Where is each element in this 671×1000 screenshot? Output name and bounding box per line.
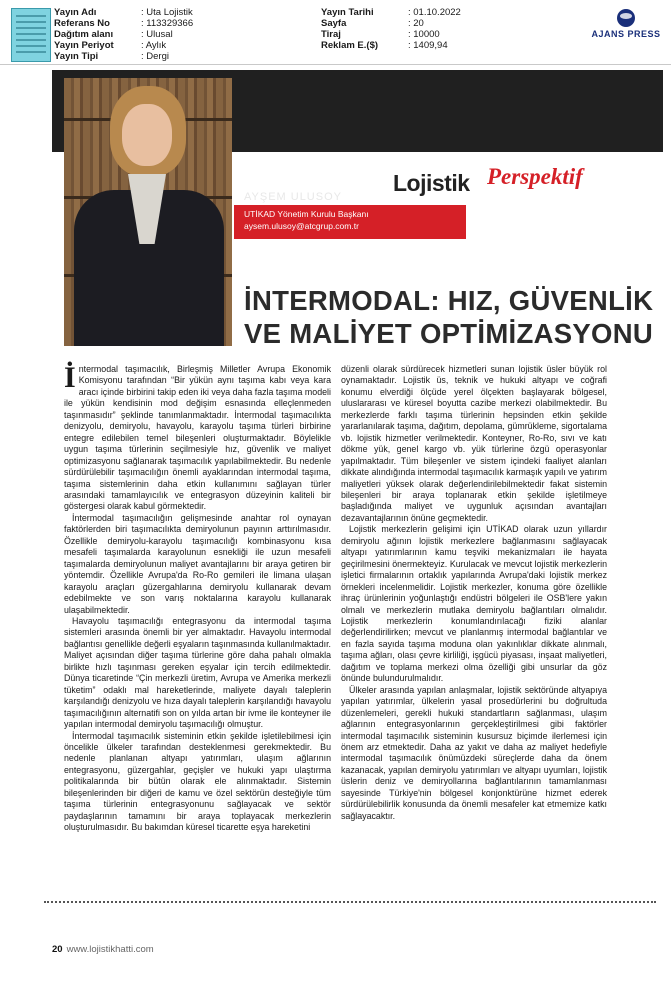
meta-value: : Uta Lojistik (141, 7, 193, 18)
meta-row (321, 40, 378, 52)
author-email: aysem.ulusoy@atcgrup.com.tr (244, 221, 359, 231)
footer-divider (44, 901, 656, 903)
article-column-left (64, 361, 331, 834)
magazine-url: www.lojistikhatti.com (66, 944, 154, 955)
article-column-right (341, 364, 607, 822)
headline-line-1: İNTERMODAL: HIZ, GÜVENLİK (244, 285, 654, 316)
body-paragraph (64, 361, 331, 513)
meta-label: Referans No (54, 18, 110, 29)
paragraph-text: ntermodal taşımacılık, Birleşmiş Milletler Avrupa Ekonomik Komisyonu tarafından “Bir yükün aynı taşıma kabı veya kara aracı içinde birbirini takip eden iki veya daha fazla taşıma modeli ile yükün kendisinin mod değişim esnasında elleçlenmeden taşınmasıdır” şeklinde tanımlanmaktadır. İntermodal taşımacılıkta denizyolu, demiryolu, havayolu, karayolu taşıma türleri birbirine entegre edilebilen temel bileşenleri oluşturmaktadır. Böylelikle uygun taşıma türlerinin seçilmesiyle hız, güvenlik ve maliyet optimizasyonu sağlanarak taşımacılık yapılabilmektedir. Bu nedenle sürdürülebilir taşımacılığın önemli ayaklarından intermodal taşıma, taşıma sistemlerinin daha etkin kullanımını sağlayan türler arasındaki tamamlayıcılık ve entegrasyon düzeyinin kaliteli bir göstergesi olarak kabul görmektedir. (64, 364, 331, 512)
meta-row (54, 51, 98, 63)
body-paragraph: Lojistik merkezlerin gelişimi için UTİKAD olarak uzun yıllardır demiryolu ağının lojistik merkezlere bağlanmasını sağlayacak altyapı yatırımlarının kamu teşviki mekanizmaları ile hayata geçirilmesini önermekteyiz. Kurulacak ve mevcut lojistik merkezlerin işletici firmalarının ortaklık yapılarında Avrupa'daki lojistik merkez örnekleri incelenmelidir. Lojistik merkezler, konuma göre özellikle ihraç ürünlerinin yoğunlaştığı endüstri bölgeleri ile OSB'lere yakın olmalı ve merkezlerin mutlaka demiryolu bağlantıları olmalıdır. Lojistik merkezlerin konumlandırılacağı fiziki alanlar değerlendirilirken; mevcut ve planlanmış intermodal bağlantılar ve en fazla sayıda taşıma moduna olan yakınlıklar dikkate alınmalı, taşıma ağları, olası çevre kirliliği, işgücü piyasası, inşaat maliyetleri, dağıtım ve toplama merkezi olma özelliği gibi unsurlar da göz önünde bulundurulmalıdır. (341, 524, 607, 684)
section-title-accent: Perspektif (487, 164, 583, 189)
meta-label: Yayın Tarihi (321, 7, 374, 18)
meta-value: : 01.10.2022 (408, 7, 461, 18)
author-title: UTİKAD Yönetim Kurulu Başkanı (244, 209, 369, 219)
meta-value: : 113329366 (141, 18, 194, 29)
meta-value: : Dergi (141, 51, 169, 62)
page-footer (52, 944, 154, 955)
clipping-header (0, 7, 671, 63)
body-paragraph: düzenli olarak sürdürecek hizmetleri sunan lojistik üsler büyük rol oynamaktadır. Lojistik üs, teknik ve hukuki altyapı ve coğrafi konumu elverdiği ölçüde yerel ölçekten başlayarak bölgesel, uluslararası ve küresel boyutta cazibe merkezi olabilmektedir. Bu merkezlerde farklı taşıma türlerinin hepsinden etkin şekilde yararlanılarak taşıma, dağıtım, depolama, gümrükleme, sigortalama vb. lojistik hizmetler verilmektedir. Konteyner, Ro-Ro, sıvı ve katı dökme yük, genel kargo vb. yük türlerine özgü operasyonlar yapılmaktadır. Tüm bileşenler ve sistem içindeki faaliyet alanları dikkate alındığında intermodal taşımacılık karmaşık yapılı ve yatırım maliyetleri yüksek olarak değerlendirilebilmektedir fakat sistemin bileşenleri bir araya toplanarak etkin şekilde işletilmeye başladığında maliyet ve uygunluk açısından avantajları dezavantajlarının önüne geçmektedir. (341, 364, 607, 523)
meta-value: : 20 (408, 18, 424, 29)
page-number: 20 (52, 944, 63, 955)
body-paragraph: Ülkeler arasında yapılan anlaşmalar, lojistik sektöründe altyapıya yapılan yatırımlar, ülkelerin yasal prosedürlerini bu doğrultuda düzenlemeleri, gerekli hukuki standartların sağlanması, ulaşım ağlarının entegrasyonlarının gerçekleştirilmesi gibi faktörler intermodal taşımacılık sisteminin kusursuz biçimde ilerlemesi için önem arz etmektedir. Daha az yakıt ve daha az maliyet hedefiyle intermodal taşımacılık önümüzdeki süreçlerde daha da önem kazanacak, yapılan demiryolu yatırımları ve altyapı uyumları, lojistik üslerin deniz ve demiryollarına bağlantılarının tamamlanması sayesinde Türkiye'nin bölgesel konjonktürüne hizmet ederek sürdürülebilirlik konusunda da önemli mesafeler kat etmemize katkı sağlayacaktır. (341, 684, 607, 821)
body-paragraph: İntermodal taşımacılık sisteminin etkin şekilde işletilebilmesi için öncelikle ülkeler tarafından desteklenmesi gerekmektedir. Bu nedenle planlanan altyapı yatırımları, ulaşım ağlarının entegrasyonu, güzergahlar, geçişler ve hukuki yapı ulaştırma politikalarında bir bütün olarak ele alınmaktadır. Sistemin bileşenlerinden bir diğeri de kamu ve özel sektörün desteğiyle tüm taşıma türlerinin entegrasyonunu sağlayacak ve sektör paydaşlarının tamamını bir araya toplayacak merkezlerin oluşturulmasıdır. Bu bakımdan küresel ticarette eşya hareketini (64, 730, 331, 833)
meta-value: : Aylık (141, 40, 167, 51)
headline-line-2: VE MALİYET OPTİMİZASYONU (244, 318, 654, 349)
meta-value: : 10000 (408, 29, 440, 40)
author-photo (64, 78, 232, 346)
meta-value: : 1409,94 (408, 40, 448, 51)
meta-label: Sayfa (321, 18, 347, 29)
meta-label: Yayın Periyot (54, 40, 114, 51)
agency-logo (590, 9, 662, 39)
header-divider (0, 64, 671, 65)
body-paragraph: Havayolu taşımacılığı entegrasyonu da intermodal taşıma sistemleri arasında önemli bir yer almaktadır. Havayolu intermodal bağlantısı genellikle değerli eşyaların taşınmasında kullanılmaktadır. Maliyet açısından diğer taşıma türlerine göre daha pahalı olmakla birlikte hızlı taşınması gereken eşyalar için tercih edilmektedir. Dünya ticaretinde “Çin merkezli üretim, Avrupa ve Amerika merkezli tüketim” odaklı mal hareketlerinde, maliyete dayalı taleplerin karşılandığı denizyolu ve hıza dayalı taleplerin karşılandığı havayolu taşımacılığının alternatifi son on yılda artan bir ivme ile konteyner ile yapılan intermodal demiryolu taşımacılığı olmuştur. (64, 615, 331, 730)
body-paragraph: İntermodal taşımacılığın gelişmesinde anahtar rol oynayan faktörlerden biri taşımacılıkta demiryolunun payının arttırılmasıdır. Özellikle demiryolu-karayolu taşımacılığı kombinasyonu kısa mesafeli taşımalarda karayolunun esnekliği ile uzun mesafeli taşımalarda demiryolunun maliyet avantajlarını bir araya getiren bir yöntemdir. Özellikle Avrupa'da Ro-Ro gemileri ile limana ulaşan karayolu araçları güzergahlarına demiryolu kullanarak devam edebilmekte ve son varış noktalarına karayolu kullanarak ulaşabilmektedir. (64, 512, 331, 615)
globe-icon (617, 9, 635, 27)
section-title: Lojistik (393, 170, 470, 196)
publication-thumbnail (11, 8, 51, 62)
meta-label: Yayın Adı (54, 7, 97, 18)
meta-label: Dağıtım alanı (54, 29, 114, 40)
author-name: AYŞEM ULUSOY (244, 191, 342, 203)
meta-label: Tiraj (321, 29, 341, 40)
agency-name: AJANS PRESS (591, 29, 661, 39)
meta-value: : Ulusal (141, 29, 173, 40)
meta-label: Reklam E.($) (321, 40, 379, 51)
meta-label: Yayın Tipi (54, 51, 99, 62)
drop-cap: İ (64, 361, 76, 394)
